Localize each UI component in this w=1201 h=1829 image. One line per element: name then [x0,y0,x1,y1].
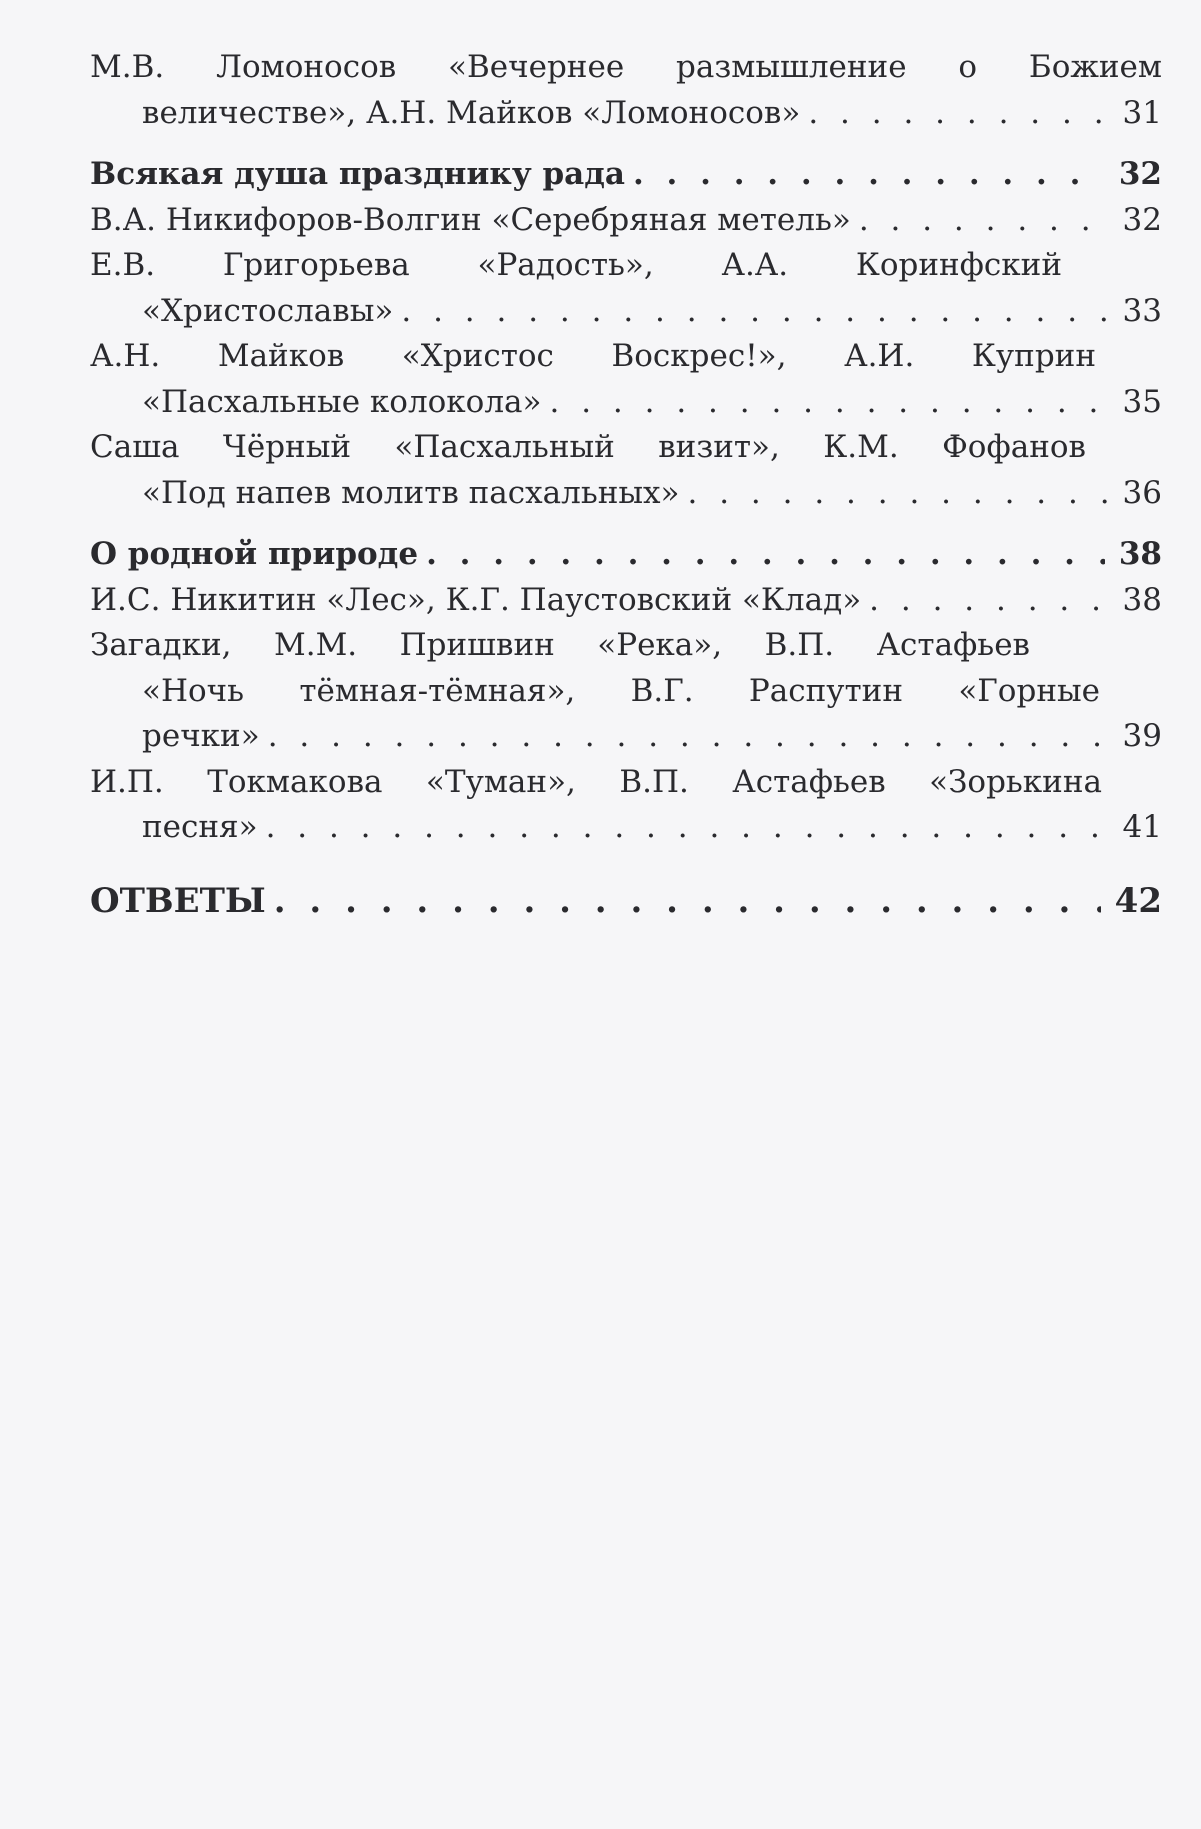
toc-entry-line [90,877,1162,925]
table-of-contents [90,45,1162,925]
answers-title: ОТВЕТЫ [90,880,266,921]
toc-entry-line [90,152,1162,198]
toc-entry-line [90,425,1086,471]
toc-answers [90,877,1162,925]
toc-entry-text: И.П. Токмакова «Туман», В.П. Астафьев «Зорькина [90,763,1102,800]
toc-page-number: 32 [1118,156,1162,192]
toc-page-number: 36 [1122,474,1162,511]
dot-leader [869,578,1108,624]
toc-entry-tokmakova-astafiev [90,760,1162,851]
section-gap [90,136,1162,152]
toc-page-number: 35 [1122,383,1162,420]
toc-entry-line [90,334,1096,380]
section-gap [90,851,1162,877]
toc-entry-line [90,471,1162,517]
toc-entry-text: Саша Чёрный «Пасхальный визит», К.М. Фофанов [90,429,1086,465]
dot-leader [401,289,1108,335]
toc-entry-line [90,289,1162,335]
toc-entry-maikov-kuprin [90,334,1162,425]
toc-entry-line [90,669,1100,715]
toc-section-heading [90,532,1162,578]
dot-leader [268,714,1108,760]
toc-entry-line [90,623,1030,669]
section-title: Всякая душа празднику рада [90,156,625,192]
toc-entry-line [90,198,1162,244]
toc-entry-text: речки» [142,718,260,754]
toc-entry-chorny-fofanov [90,425,1162,516]
dot-leader [426,532,1105,578]
toc-entry-line [90,578,1162,624]
toc-entry-text: «Христославы» [142,292,394,329]
toc-page-number: 38 [1122,581,1162,618]
toc-entry-line [90,91,1162,137]
toc-entry-line [90,805,1162,851]
toc-entry-grigorieva [90,243,1162,334]
toc-entry-text: величестве», А.Н. Майков «Ломоносов» [142,94,801,131]
toc-entry-text: «Ночь тёмная-тёмная», В.Г. Распутин «Горные [142,672,1100,709]
toc-entry-line [90,45,1162,91]
toc-entry-lomonosov [90,45,1162,136]
toc-entry-line [90,380,1162,426]
toc-entry-text: песня» [142,809,258,845]
toc-entry-line [90,714,1162,760]
toc-entry-text: В.А. Никифоров-Волгин «Серебряная метель» [90,201,851,238]
dot-leader [633,152,1105,198]
dot-leader [808,91,1108,137]
toc-page-number: 39 [1122,718,1162,754]
dot-leader [687,471,1108,517]
toc-page-number: 32 [1122,201,1162,238]
toc-entry-text: Е.В. Григорьева «Радость», А.А. Коринфский [90,247,1062,283]
dot-leader [274,877,1101,925]
dot-leader [859,198,1108,244]
toc-entry-riddles-prishvin [90,623,1162,760]
dot-leader [550,380,1109,426]
toc-entry-text: А.Н. Майков «Христос Воскрес!», А.И. Куприн [90,338,1096,374]
toc-entry-nikiforov-volgin [90,198,1162,244]
toc-section-heading [90,152,1162,198]
toc-entry-line [90,532,1162,578]
toc-entry-text: «Под напев молитв пасхальных» [142,474,680,511]
dot-leader [266,805,1108,851]
toc-page-number: 31 [1122,94,1162,131]
toc-entry-text: М.В. Ломоносов «Вечернее размышление о Божием [90,49,1162,85]
toc-page-number: 41 [1122,809,1162,845]
toc-page-number: 38 [1118,536,1162,572]
toc-entry-text: Загадки, М.М. Пришвин «Река», В.П. Астафьев [90,627,1030,663]
toc-page-number: 42 [1114,880,1162,921]
section-title: О родной природе [90,536,419,572]
toc-entry-nikitin-paustovsky [90,578,1162,624]
toc-entry-text: И.С. Никитин «Лес», К.Г. Паустовский «Клад» [90,581,862,618]
toc-page-number: 33 [1122,292,1162,329]
toc-entry-text: «Пасхальные колокола» [142,383,542,420]
toc-entry-line [90,243,1062,289]
toc-entry-line [90,760,1102,806]
section-gap [90,516,1162,532]
